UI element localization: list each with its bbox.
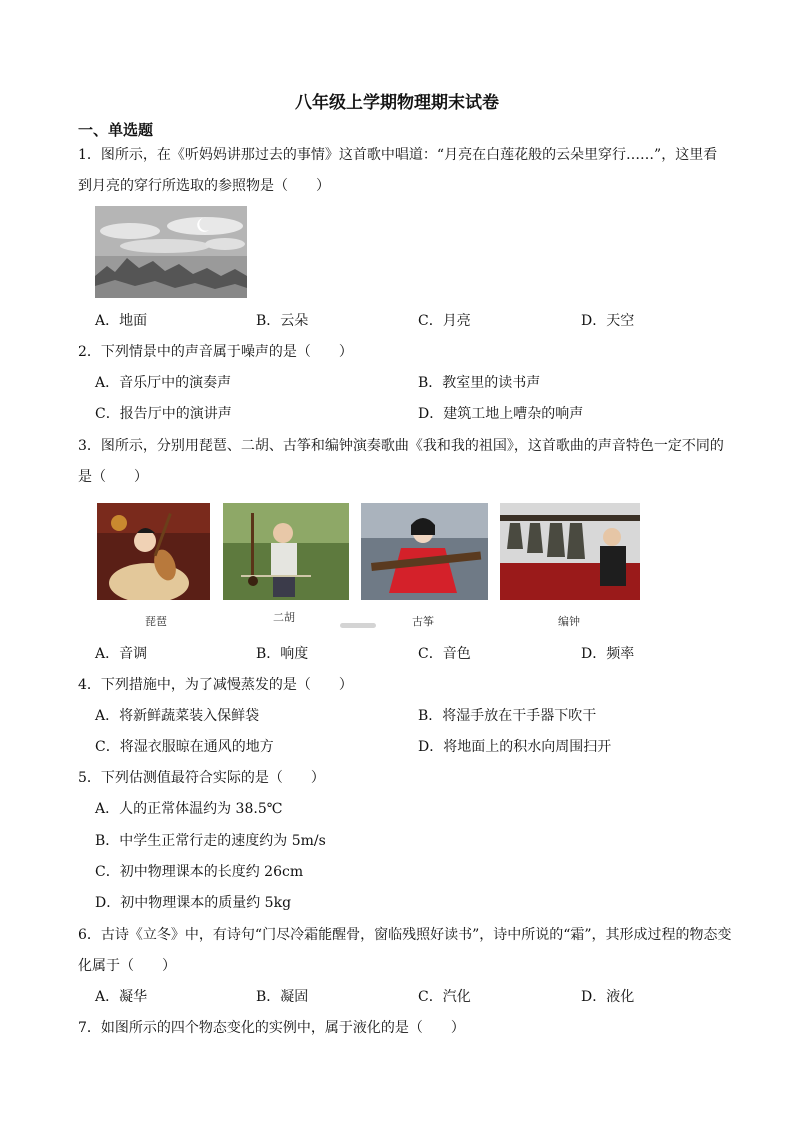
- guzheng-photo: [361, 503, 488, 600]
- q5-option-c: C．初中物理课本的长度约 26cm: [95, 864, 304, 880]
- question-2: 2．下列情景中的声音属于噪声的是（ ）: [78, 344, 353, 360]
- section-heading: 一、单选题: [78, 121, 154, 139]
- q3-option-b: B．响度: [256, 646, 309, 662]
- caption-guzheng: 古筝: [412, 615, 434, 628]
- q2-option-c: C．报告厅中的演讲声: [95, 406, 232, 422]
- q5-option-b: B．中学生正常行走的速度约为 5m/s: [95, 833, 326, 849]
- q2-option-b: B．教室里的读书声: [418, 375, 541, 391]
- q1-option-c: C．月亮: [418, 313, 471, 329]
- question-3-line-2: 是（ ）: [78, 469, 148, 485]
- q3-option-c: C．音色: [418, 646, 471, 662]
- q3-option-a: A．音调: [95, 646, 148, 662]
- image-scrollbar[interactable]: [340, 623, 376, 628]
- q1-option-a: A．地面: [95, 313, 148, 329]
- question-1-line-1: 1．图所示，在《听妈妈讲那过去的事情》这首歌中唱道：“月亮在白莲花般的云朵里穿行……”，这里看: [78, 147, 718, 163]
- q1-option-d: D．天空: [581, 313, 635, 329]
- question-4: 4．下列措施中，为了减慢蒸发的是（ ）: [78, 677, 353, 693]
- caption-pipa: 琵琶: [145, 615, 167, 628]
- erhu-photo: [223, 503, 349, 600]
- question-3-line-1: 3．图所示，分别用琵琶、二胡、古筝和编钟演奏歌曲《我和我的祖国》，这首歌曲的声音特色一定不同的: [78, 438, 724, 454]
- q3-option-d: D．频率: [581, 646, 635, 662]
- bianzhong-photo: [500, 503, 640, 600]
- pipa-photo: [97, 503, 210, 600]
- q6-option-b: B．凝固: [256, 989, 309, 1005]
- moon-clouds-image: [95, 206, 247, 298]
- q1-option-b: B．云朵: [256, 313, 309, 329]
- q5-option-d: D．初中物理课本的质量约 5kg: [95, 895, 292, 911]
- q4-option-d: D．将地面上的积水向周围扫开: [418, 739, 612, 755]
- caption-erhu: 二胡: [273, 611, 295, 624]
- question-6-line-2: 化属于（ ）: [78, 958, 176, 974]
- question-1-line-2: 到月亮的穿行所选取的参照物是（ ）: [78, 178, 330, 194]
- q4-option-c: C．将湿衣服晾在通风的地方: [95, 739, 274, 755]
- q5-option-a: A．人的正常体温约为 38.5℃: [95, 801, 283, 817]
- q4-option-a: A．将新鲜蔬菜装入保鲜袋: [95, 708, 260, 724]
- caption-bianzhong: 编钟: [558, 615, 580, 628]
- q4-option-b: B．将湿手放在干手器下吹干: [418, 708, 597, 724]
- question-6-line-1: 6．古诗《立冬》中，有诗句“门尽冷霜能醒骨，窗临残照好读书”，诗中所说的“霜”，其形成过程的物态变: [78, 927, 732, 943]
- q6-option-d: D．液化: [581, 989, 635, 1005]
- question-7: 7．如图所示的四个物态变化的实例中，属于液化的是（ ）: [78, 1020, 465, 1036]
- q2-option-d: D．建筑工地上嘈杂的响声: [418, 406, 584, 422]
- q6-option-c: C．汽化: [418, 989, 471, 1005]
- q6-option-a: A．凝华: [95, 989, 148, 1005]
- q2-option-a: A．音乐厅中的演奏声: [95, 375, 232, 391]
- question-5: 5．下列估测值最符合实际的是（ ）: [78, 770, 325, 786]
- page-title: 八年级上学期物理期末试卷: [295, 93, 499, 113]
